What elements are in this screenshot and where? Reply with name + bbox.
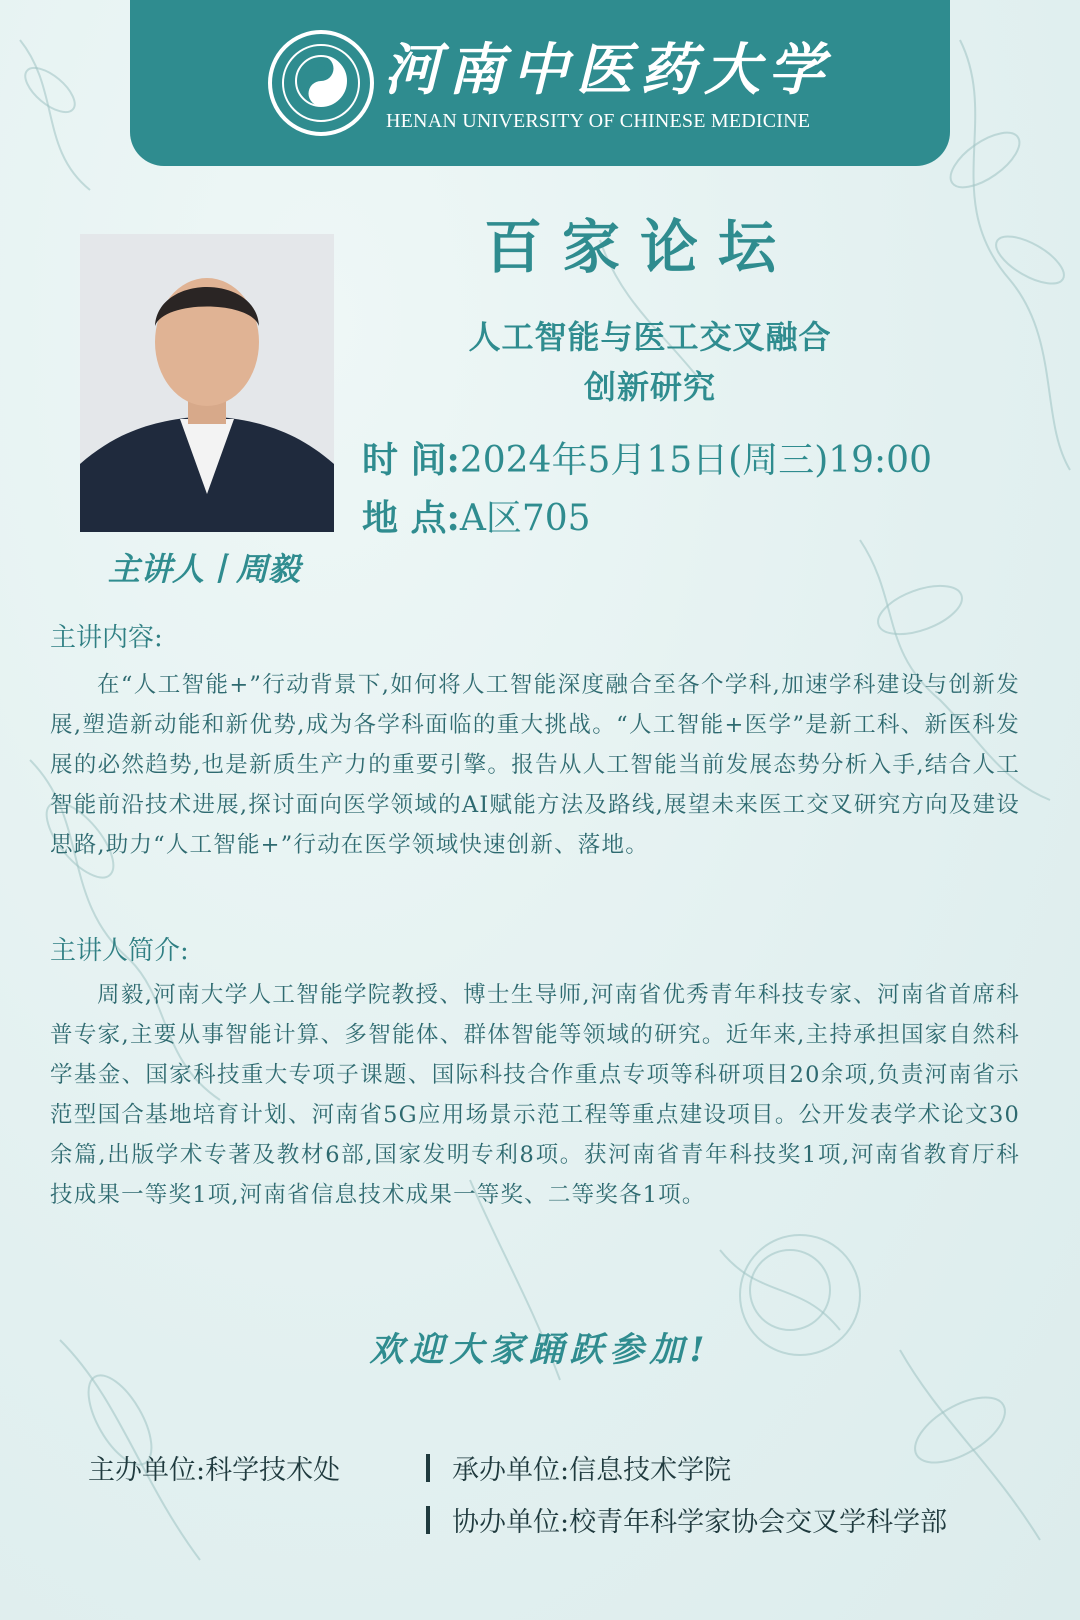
event-place <box>362 490 591 541</box>
separator-bar <box>426 1506 430 1534</box>
university-seal-icon <box>268 30 374 136</box>
speaker-portrait <box>80 234 334 532</box>
welcome-message: 欢迎大家踊跃参加! <box>369 1330 711 1370</box>
speaker-label: 主讲人丨周毅 <box>108 550 301 588</box>
bio-heading: 主讲人简介: <box>50 936 189 966</box>
university-name-en: HENAN UNIVERSITY OF CHINESE MEDICINE <box>386 110 811 132</box>
assist-organizer: 协办单位:校青年科学家协会交叉学科学部 <box>452 1507 948 1538</box>
forum-title: 百家论坛 <box>483 213 796 281</box>
content-heading: 主讲内容: <box>50 623 163 653</box>
yin-yang-icon <box>294 54 348 108</box>
university-name-cn: 河南中医药大学 <box>384 37 832 103</box>
place-value: A区705 <box>459 498 591 539</box>
time-value: 2024年5月15日(周三)19:00 <box>459 440 932 481</box>
separator-bar <box>426 1454 430 1482</box>
time-label: 时 间: <box>362 439 460 481</box>
event-time <box>362 432 932 483</box>
host-organizer: 主办单位:科学技术处 <box>88 1455 341 1486</box>
topic-title-line1: 人工智能与医工交叉融合 <box>468 318 832 356</box>
bio-paragraph: 周毅,河南大学人工智能学院教授、博士生导师,河南省优秀青年科技专家、河南省首席科普专家,主要从事智能计算、多智能体、群体智能等领域的研究。近年来,主持承担国家自然科学基金、国家科技重大专项子课题、国际科技合作重点专项等科研项目20余项,负责河南省示范型国合基地培育计划、河南省5G应用场景示范工程等重点建设项目。公开发表学术论文30余篇,出版学术专著及教材6部,国家发明专利8项。获河南省青年科技奖1项,河南省教育厅科技成果一等奖1项,河南省信息技术成果一等奖、二等奖各1项。 <box>50 982 1020 1208</box>
topic-title-line2: 创新研究 <box>583 368 716 406</box>
place-label: 地 点: <box>362 497 460 539</box>
co-host-organizer: 承办单位:信息技术学院 <box>452 1455 732 1486</box>
speaker-photo <box>80 234 334 532</box>
content-paragraph: 在“人工智能+”行动背景下,如何将人工智能深度融合至各个学科,加速学科建设与创新发展,塑造新动能和新优势,成为各学科面临的重大挑战。“人工智能+医学”是新工科、新医科发展的必然趋势,也是新质生产力的重要引擎。报告从人工智能当前发展态势分析入手,结合人工智能前沿技术进展,探讨面向医学领域的AI赋能方法及路线,展望未来医工交叉研究方向及建设思路,助力“人工智能+”行动在医学领域快速创新、落地。 <box>50 672 1020 858</box>
